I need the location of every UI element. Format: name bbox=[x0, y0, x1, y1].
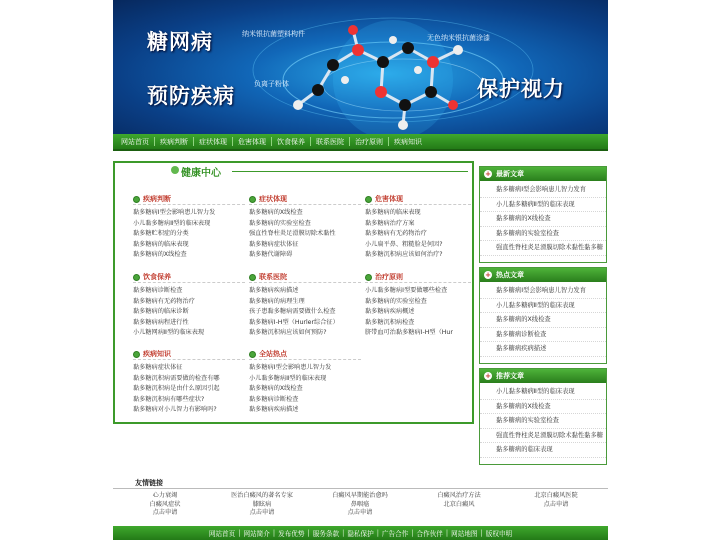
health-center-title: 健康中心 bbox=[181, 168, 221, 179]
footer-link[interactable]: 合作伙伴 bbox=[416, 530, 443, 538]
footer-link[interactable]: 广告合作 bbox=[381, 530, 409, 538]
bullet-icon bbox=[249, 196, 256, 203]
bullet-icon bbox=[365, 196, 372, 203]
footer-separator: | bbox=[376, 529, 379, 537]
box-title: 最新文章 bbox=[496, 170, 524, 178]
bullet-icon bbox=[249, 351, 256, 358]
section-title[interactable]: 症状体现 bbox=[259, 195, 287, 203]
recommended-articles-box bbox=[479, 368, 607, 465]
list-item[interactable]: 小儿扁平鼻、粗糙脸是何因? bbox=[365, 240, 443, 248]
footer-separator: | bbox=[272, 529, 276, 537]
nav-item-hospital[interactable]: 联系医院 bbox=[316, 137, 344, 146]
links-column bbox=[310, 492, 410, 518]
nav-item-diet[interactable]: 饮食保养 bbox=[277, 137, 305, 146]
bullet-icon bbox=[249, 274, 256, 281]
section-hot-topics bbox=[249, 349, 361, 416]
section-diagnosis bbox=[133, 194, 245, 261]
section-title[interactable]: 饮食保养 bbox=[143, 273, 171, 281]
list-item[interactable]: 黏多糖病Ⅰ型会影响患儿智力发育 bbox=[480, 284, 606, 299]
section-title[interactable]: 治疗原则 bbox=[375, 273, 403, 281]
banner-label-nano-fabric: 无色纳米银抗菌涂漆 bbox=[427, 34, 490, 42]
friendly-link[interactable]: 鼻咽癌 bbox=[350, 500, 370, 508]
friendly-link[interactable]: 白癜风治疗方法 bbox=[437, 492, 481, 499]
nav-item-symptoms[interactable]: 症状体现 bbox=[199, 137, 227, 146]
list-item[interactable]: 黏多糖病的实验室检查 bbox=[249, 219, 311, 227]
list-item[interactable]: 黏多糖病的X线检查 bbox=[249, 209, 303, 216]
footer-link[interactable]: 网站地图 bbox=[451, 530, 478, 538]
friendly-link[interactable]: 北京白癜风 bbox=[443, 500, 475, 508]
list-item[interactable]: 黏多糖病对小儿智力有影响吗? bbox=[133, 406, 217, 414]
list-item[interactable]: 小儿黏多糖病Ⅱ型的临床表现 bbox=[249, 374, 327, 382]
banner-label-negative-ion: 负离子粉体 bbox=[254, 80, 289, 88]
list-item[interactable]: 黏多糖沉积病有哪些症状? bbox=[133, 395, 205, 403]
friendly-link[interactable]: 白癜风早期能治愈吗 bbox=[332, 492, 388, 499]
list-item[interactable]: 黏多糖病的临床表现 bbox=[480, 443, 606, 458]
list-item[interactable]: 黏多糖病的X线检查 bbox=[249, 385, 303, 393]
section-treatment bbox=[365, 272, 471, 339]
list-item[interactable]: 黏多糖病有无药物治疗 bbox=[365, 230, 427, 238]
main-nav bbox=[113, 134, 608, 151]
banner-tagline-right: 保护视力 bbox=[477, 76, 565, 101]
footer-separator: | bbox=[445, 529, 449, 537]
footer-link[interactable]: 版权申明 bbox=[485, 530, 513, 538]
section-knowledge bbox=[133, 349, 245, 416]
list-item[interactable]: 小儿黏多糖病Ⅱ型的临床表现 bbox=[480, 299, 606, 314]
leaf-icon bbox=[171, 166, 179, 174]
list-item[interactable]: 黏多糖病的X线检查 bbox=[480, 212, 606, 227]
bullet-icon bbox=[365, 274, 372, 281]
list-item[interactable]: 黏多糖沉积病是由什么原因引起 bbox=[133, 385, 220, 393]
list-item[interactable]: 黏多糖沉积病应该如何治疗? bbox=[365, 251, 443, 259]
list-item[interactable]: 小儿黏多糖病Ⅱ型的临床表现 bbox=[480, 198, 606, 213]
friendly-link[interactable]: 北京白癜风医院 bbox=[534, 492, 578, 499]
section-hospital bbox=[249, 272, 361, 339]
links-divider bbox=[113, 488, 608, 489]
list-item[interactable]: 黏多糖病的实验室检查 bbox=[480, 414, 606, 429]
friendly-link[interactable]: 点击申请 bbox=[347, 509, 373, 516]
list-item[interactable]: 黏多糖代谢障碍 bbox=[249, 251, 293, 259]
nav-item-harm[interactable]: 危害体现 bbox=[238, 137, 266, 146]
section-diet bbox=[133, 272, 245, 339]
links-column bbox=[506, 492, 606, 509]
list-item[interactable]: 小儿黏多糖病Ⅱ型的临床表现 bbox=[480, 385, 606, 400]
footer-separator: | bbox=[411, 529, 414, 537]
section-symptoms bbox=[249, 194, 361, 261]
list-item[interactable]: 黏多糖病的实验室检查 bbox=[480, 227, 606, 242]
friendly-link[interactable]: 白癜风症状 bbox=[149, 500, 181, 508]
list-item[interactable]: 黏多糖病的临床诊断 bbox=[133, 308, 189, 316]
nav-item-treatment[interactable]: 治疗原则 bbox=[355, 137, 383, 146]
list-item[interactable]: 黏多糖病诊断检查 bbox=[133, 287, 183, 294]
plus-icon: + bbox=[485, 372, 491, 380]
list-item[interactable]: 孩子患黏多糖病需要做什么检查 bbox=[249, 308, 336, 316]
box-title: 热点文章 bbox=[496, 271, 524, 279]
bullet-icon bbox=[133, 351, 140, 358]
list-item[interactable]: 黏多糖病Ⅰ型会影响患儿智力发育 bbox=[480, 183, 606, 198]
list-item[interactable]: 黏多糖病的X线检查 bbox=[480, 400, 606, 415]
friendly-link[interactable]: 点击申请 bbox=[249, 509, 275, 516]
footer-separator: | bbox=[307, 529, 310, 537]
list-item[interactable]: 黏多糖沉积病检查 bbox=[365, 318, 415, 326]
list-item[interactable]: 黏多糖病诊断检查 bbox=[249, 395, 299, 403]
list-item[interactable]: 黏多糖病疾病描述 bbox=[249, 406, 299, 414]
links-title: 友情链接 bbox=[135, 479, 163, 487]
links-column bbox=[115, 492, 215, 518]
hot-articles-box bbox=[479, 267, 607, 364]
health-center-header bbox=[115, 163, 472, 177]
list-item[interactable]: 黏多糖病有无药物治疗 bbox=[133, 297, 195, 305]
list-item[interactable]: 强直性脊柱炎足滑膜切除术黏性黏多糖 bbox=[480, 429, 606, 444]
footer-link[interactable]: 网站首页 bbox=[208, 530, 236, 538]
list-item[interactable]: 黏多糖病疾病描述 bbox=[480, 342, 606, 357]
plus-icon: + bbox=[485, 271, 491, 279]
list-item[interactable]: 黏多糖病的实验室检查 bbox=[365, 297, 427, 305]
molecule-illustration bbox=[113, 0, 608, 134]
section-title[interactable]: 全站热点 bbox=[259, 350, 287, 358]
nav-item-home[interactable]: 网站首页 bbox=[121, 137, 149, 146]
list-item[interactable]: 黏多糖沉积病需要做的检查有哪 bbox=[133, 374, 220, 382]
friendly-link[interactable]: 点击申请 bbox=[152, 509, 178, 516]
list-item[interactable]: 小儿黏多糖病Ⅱ型的临床表现 bbox=[133, 219, 211, 227]
friendly-link[interactable]: 点击申请 bbox=[543, 500, 569, 508]
list-item[interactable]: 黏多糖贮积症的分类 bbox=[133, 230, 189, 238]
section-title[interactable]: 疾病判断 bbox=[143, 195, 171, 203]
banner-tagline-mid: 预防疾病 bbox=[147, 83, 235, 108]
list-item[interactable]: 强直性脊柱炎足滑膜切除术黏性 bbox=[249, 230, 336, 238]
list-item[interactable]: 黏多糖病疾病描述 bbox=[249, 287, 299, 294]
section-title[interactable]: 联系医院 bbox=[259, 273, 287, 281]
friendly-links bbox=[113, 476, 608, 520]
section-harm bbox=[365, 194, 471, 261]
banner-tagline-left: 糖网病 bbox=[147, 29, 213, 54]
footer-link[interactable]: 服务条款 bbox=[312, 530, 340, 538]
friendly-link[interactable]: 医治白癜风的著名专家 bbox=[231, 492, 293, 499]
list-item[interactable]: 黏多糖病的X线检查 bbox=[480, 313, 606, 328]
health-center-panel bbox=[113, 161, 474, 424]
nav-item-knowledge[interactable]: 疾病知识 bbox=[394, 137, 422, 146]
list-item[interactable]: 黏多糖病病程进行性 bbox=[133, 318, 189, 326]
list-item[interactable]: 黏多糖病治疗方案 bbox=[365, 219, 415, 227]
list-item[interactable]: 强直性脊柱炎足滑膜切除术黏性黏多糖 bbox=[480, 241, 606, 256]
list-item[interactable]: 黏多糖病症状体征 bbox=[133, 364, 183, 371]
list-item[interactable]: 黏多糖病的病理生理 bbox=[249, 297, 305, 305]
list-item[interactable]: 小儿黏多糖病Ⅰ型要做哪些检查 bbox=[365, 287, 448, 294]
list-item[interactable]: 黏多糖病疾病概述 bbox=[365, 308, 415, 316]
footer-separator: | bbox=[238, 529, 241, 537]
list-item[interactable]: 小儿糖网病Ⅱ型的临床表现 bbox=[133, 329, 205, 337]
list-item[interactable]: 黏多糖病的临床表现 bbox=[365, 209, 421, 216]
bullet-icon bbox=[133, 274, 140, 281]
friendly-link[interactable]: 心力衰竭 bbox=[152, 492, 178, 499]
footer-separator: | bbox=[480, 529, 483, 537]
title-divider bbox=[232, 171, 468, 172]
list-item[interactable]: 黏多糖病症状体征 bbox=[249, 240, 299, 248]
section-title[interactable]: 疾病知识 bbox=[143, 350, 171, 358]
list-item[interactable]: 黏多糖病Ⅰ型会影响患儿智力发 bbox=[133, 209, 216, 216]
links-column bbox=[409, 492, 509, 509]
list-item[interactable]: 黏多糖病Ⅰ-H型（Hurler综合征） bbox=[249, 318, 339, 326]
footer-link[interactable]: 隐私保护 bbox=[347, 530, 374, 538]
list-item[interactable]: 黏多糖沉积病应该如何预防? bbox=[249, 329, 327, 337]
latest-articles-box bbox=[479, 166, 607, 263]
footer-nav bbox=[113, 526, 608, 540]
footer-link[interactable]: 网站简介 bbox=[243, 530, 270, 538]
box-title: 推荐文章 bbox=[496, 372, 524, 380]
banner-label-nano-silver: 纳米银抗菌塑料构件 bbox=[242, 30, 305, 38]
plus-icon: + bbox=[485, 170, 491, 178]
friendly-link[interactable]: 膝眩病 bbox=[252, 500, 272, 508]
banner bbox=[113, 0, 608, 134]
bullet-icon bbox=[133, 196, 140, 203]
list-item[interactable]: 黏多糖病Ⅰ型会影响患儿智力发 bbox=[249, 364, 332, 371]
list-item[interactable]: 黏多糖病的临床表现 bbox=[133, 240, 189, 248]
footer-link[interactable]: 发布优势 bbox=[278, 530, 305, 538]
list-item[interactable]: 黏多糖病的X线检查 bbox=[133, 251, 187, 259]
section-title[interactable]: 危害体现 bbox=[375, 195, 403, 203]
links-column bbox=[212, 492, 312, 518]
list-item[interactable]: 黏多糖病诊断检查 bbox=[480, 328, 606, 343]
list-item[interactable]: 脐带血可治黏多糖病Ⅰ-H型（Hur bbox=[365, 329, 453, 337]
footer-separator: | bbox=[342, 529, 345, 537]
nav-item-diagnosis[interactable]: 疾病判断 bbox=[160, 137, 188, 146]
